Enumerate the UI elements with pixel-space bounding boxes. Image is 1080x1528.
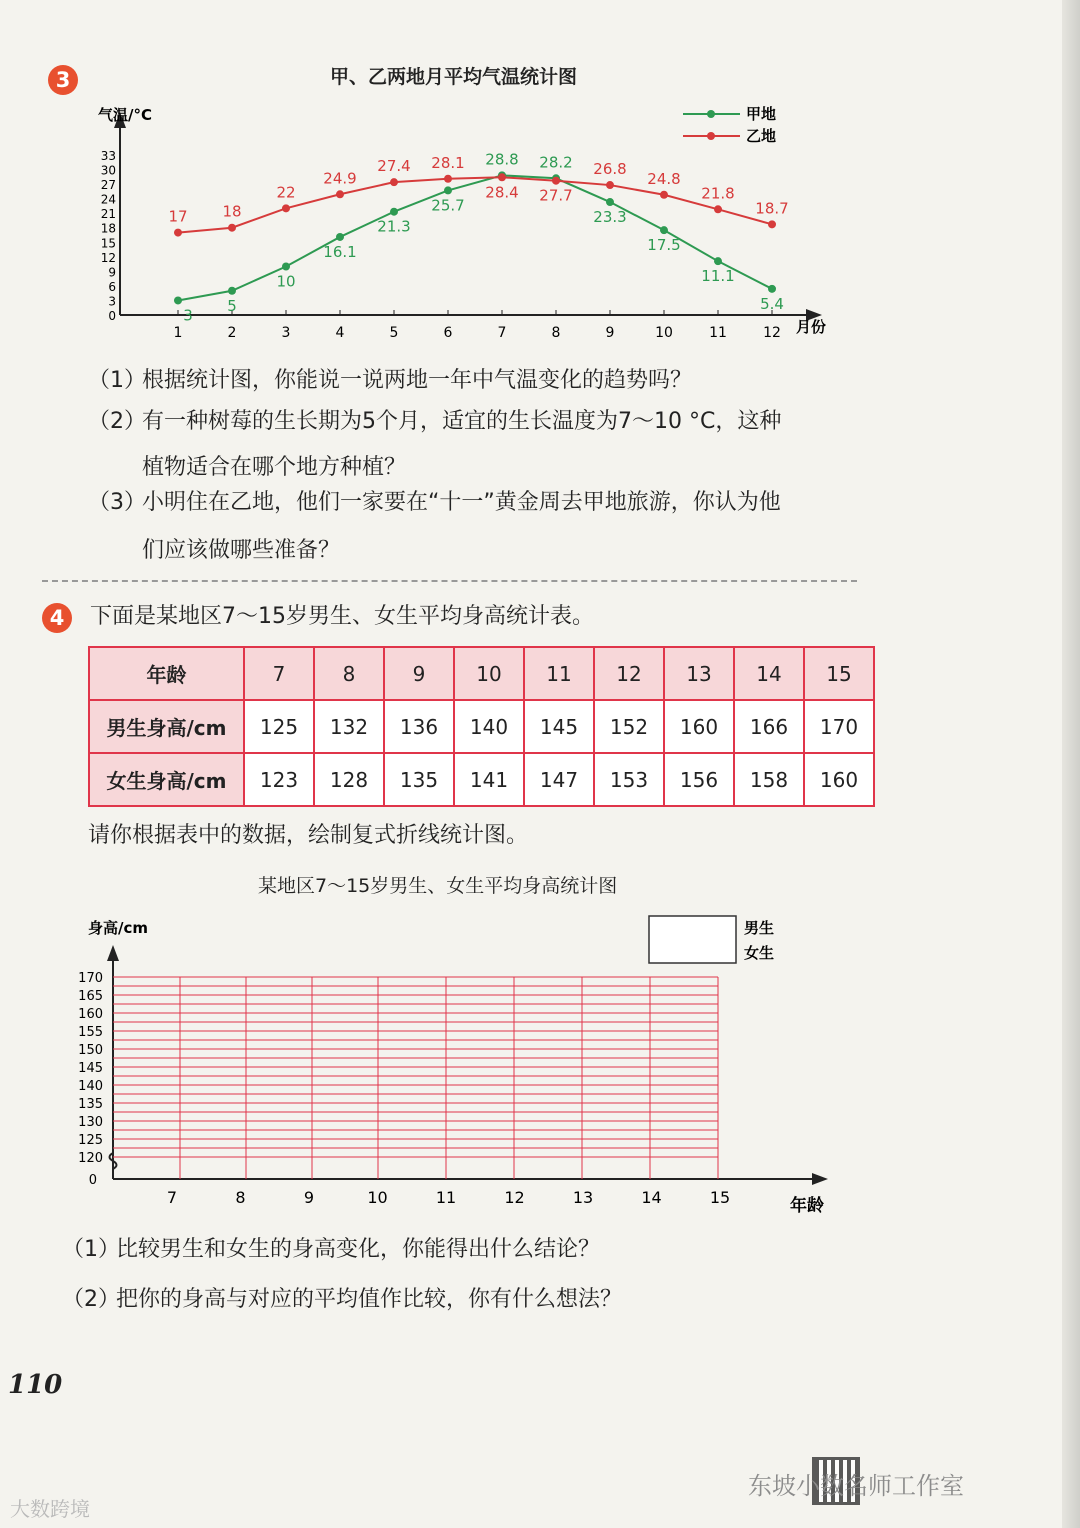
x-tick-label: 9: [303, 1188, 315, 1207]
table-cell: 153: [594, 753, 664, 806]
temperature-line-chart: [0, 90, 880, 350]
y-tick-label: 155: [78, 1025, 103, 1040]
legend-label: 甲地: [746, 105, 777, 123]
data-point: [228, 224, 236, 232]
data-label: 17: [168, 207, 188, 226]
data-point: [714, 205, 722, 213]
data-label: 11.1: [701, 267, 735, 286]
data-label: 27.7: [539, 186, 573, 205]
watermark-left: 大数跨境: [10, 1497, 90, 1521]
x-tick-label: 8: [235, 1188, 246, 1207]
table-cell: 158: [734, 753, 804, 806]
section-divider: [42, 580, 857, 582]
table-cell: 147: [524, 753, 594, 806]
problem-3-question-3-cont: 们应该做哪些准备？: [142, 538, 341, 563]
data-label: 28.8: [485, 150, 519, 169]
problem-3-question-2: [88, 407, 781, 437]
data-point: [660, 226, 668, 234]
y-tick-label: 165: [78, 989, 103, 1004]
x-tick-label: 10: [655, 325, 673, 341]
x-tick-label: 9: [605, 325, 615, 341]
y-tick-label: 145: [78, 1061, 103, 1076]
data-point: [228, 287, 236, 295]
x-tick-label: 5: [389, 325, 399, 341]
y-tick-label: 6: [108, 279, 116, 294]
data-point: [174, 229, 182, 237]
x-tick-label: 4: [335, 325, 345, 341]
problem-3-question-2-cont: 植物适合在哪个地方种植？: [142, 455, 407, 480]
y-tick-label: 3: [108, 294, 116, 309]
table-header-cell: 14: [734, 647, 804, 700]
x-tick-label: 12: [504, 1188, 525, 1207]
table-header-cell: 11: [524, 647, 594, 700]
data-point: [768, 285, 776, 293]
data-point: [336, 190, 344, 198]
y-tick-label: 125: [78, 1133, 103, 1148]
y-tick-label: 150: [78, 1043, 103, 1058]
legend-marker: [707, 110, 715, 118]
problem-4-intro: 下面是某地区7～15岁男生、女生平均身高统计表。: [90, 604, 594, 629]
y-tick-label: 9: [108, 265, 116, 280]
data-point: [336, 233, 344, 241]
y-tick-label: 27: [100, 178, 116, 193]
data-point: [606, 198, 614, 206]
x-tick-label: 8: [551, 325, 561, 341]
table-row-label: 女生身高/cm: [89, 753, 244, 806]
table-header-cell: 9: [384, 647, 454, 700]
question-text: 有一种树莓的生长期为5个月，适宜的生长温度为7～10 °C，这种: [142, 409, 782, 434]
y-tick-label: 30: [100, 163, 116, 178]
problem-3-badge: 3: [48, 65, 78, 95]
data-label: 24.9: [323, 169, 357, 188]
data-label: 28.1: [431, 153, 465, 172]
y-tick-label: 120: [78, 1151, 103, 1166]
problem-4-question-1: [62, 1235, 600, 1265]
data-label: 27.4: [377, 157, 411, 176]
table-header-cell: 7: [244, 647, 314, 700]
y-tick-label: 130: [78, 1115, 103, 1130]
table-cell: 166: [734, 700, 804, 753]
table-row-label: 男生身高/cm: [89, 700, 244, 753]
table-row-boys: [89, 700, 874, 753]
x-tick-label: 14: [641, 1188, 662, 1207]
x-tick-label: 6: [443, 325, 453, 341]
table-cell: 132: [314, 700, 384, 753]
x-tick-label: 15: [709, 1188, 731, 1207]
x-tick-label: 11: [709, 325, 727, 341]
table-cell: 123: [244, 753, 314, 806]
data-label: 23.3: [593, 208, 627, 227]
table-header-row: [89, 647, 874, 700]
series-line-jia: [178, 175, 772, 300]
data-point: [606, 181, 614, 189]
question-number: （1）: [62, 1237, 120, 1262]
table-cell: 128: [314, 753, 384, 806]
y-axis-arrow: [107, 945, 119, 961]
data-label: 24.8: [647, 169, 681, 188]
series-line-yi: [178, 177, 772, 232]
x-tick-label: 10: [367, 1188, 388, 1207]
data-label: 28.4: [485, 183, 519, 202]
data-label: 3: [183, 306, 193, 325]
data-label: 21.3: [377, 217, 411, 236]
data-label: 18.7: [755, 199, 789, 218]
question-number: （3）: [88, 490, 146, 515]
table-header-cell: 12: [594, 647, 664, 700]
table-header-cell: 15: [804, 647, 874, 700]
table-cell: 145: [524, 700, 594, 753]
problem-3-question-3: [88, 488, 781, 518]
problem-3-question-1: [88, 366, 692, 396]
data-label: 17.5: [647, 236, 681, 255]
page-number: 110: [8, 1370, 63, 1400]
table-cell: 125: [244, 700, 314, 753]
data-point: [768, 220, 776, 228]
watermark-right: 东坡小数名师工作室: [748, 1472, 964, 1500]
data-label: 21.8: [701, 184, 735, 203]
y-tick-label: 18: [100, 221, 116, 236]
question-text: 根据统计图，你能说一说两地一年中气温变化的趋势吗？: [142, 368, 693, 393]
x-tick-label: 1: [173, 325, 183, 341]
y-tick-label: 140: [78, 1079, 103, 1094]
y-tick-label: 24: [100, 192, 116, 207]
table-cell: 170: [804, 700, 874, 753]
data-label: 25.7: [431, 196, 465, 215]
legend-box: [649, 916, 736, 963]
data-label: 18: [222, 202, 242, 221]
legend-label: 女生: [744, 944, 775, 962]
data-point: [390, 208, 398, 216]
x-tick-label: 11: [435, 1188, 457, 1207]
data-label: 26.8: [593, 160, 627, 179]
table-cell: 160: [664, 700, 734, 753]
x-tick-label: 2: [227, 325, 237, 341]
height-table: [88, 646, 875, 807]
y-tick-label: 12: [100, 250, 116, 265]
data-label: 5.4: [760, 294, 784, 313]
table-header-cell: 10: [454, 647, 524, 700]
data-point: [444, 175, 452, 183]
table-header-cell: 13: [664, 647, 734, 700]
height-chart-title: 某地区7～15岁男生、女生平均身高统计图: [258, 875, 618, 897]
question-text: 小明住在乙地，他们一家要在“十一”黄金周去甲地旅游，你认为他: [142, 490, 781, 515]
data-label: 10: [276, 272, 296, 291]
data-point: [282, 204, 290, 212]
table-cell: 141: [454, 753, 524, 806]
table-cell: 152: [594, 700, 664, 753]
data-point: [714, 257, 722, 265]
question-number: （1）: [88, 368, 146, 393]
y-tick-label: 15: [100, 236, 116, 251]
legend-label: 男生: [744, 919, 775, 937]
data-point: [660, 191, 668, 199]
table-cell: 136: [384, 700, 454, 753]
legend-marker: [707, 132, 715, 140]
x-axis-arrow: [812, 1173, 828, 1185]
question-text: 比较男生和女生的身高变化，你能得出什么结论？: [116, 1237, 601, 1262]
y-tick-label: 0: [108, 309, 116, 323]
page-edge: [1062, 0, 1080, 1528]
y-tick-label: 170: [78, 971, 103, 986]
table-cell: 156: [664, 753, 734, 806]
table-cell: 135: [384, 753, 454, 806]
data-point: [552, 177, 560, 185]
question-number: （2）: [62, 1287, 120, 1312]
table-header-cell: 年龄: [89, 647, 244, 700]
data-label: 16.1: [323, 242, 357, 261]
problem-4-instruction: 请你根据表中的数据，绘制复式折线统计图。: [88, 823, 529, 848]
data-point: [498, 173, 506, 181]
y-tick-label: 33: [100, 149, 116, 163]
table-cell: 140: [454, 700, 524, 753]
y-axis-label: 身高/cm: [88, 919, 149, 937]
y-tick-label: 0: [88, 1173, 97, 1188]
table-header-cell: 8: [314, 647, 384, 700]
x-tick-label: 13: [572, 1188, 594, 1207]
x-tick-label: 7: [166, 1188, 178, 1207]
data-label: 28.2: [539, 153, 573, 172]
x-tick-label: 12: [763, 325, 781, 341]
table-row-girls: [89, 753, 874, 806]
table-cell: 160: [804, 753, 874, 806]
y-axis-label: 气温/°C: [98, 106, 152, 124]
y-tick-label: 160: [78, 1007, 103, 1022]
blank-height-grid-chart: [0, 905, 880, 1225]
temperature-chart-title: 甲、乙两地月平均气温统计图: [330, 66, 578, 88]
data-label: 22: [276, 183, 296, 202]
data-point: [174, 296, 182, 304]
x-tick-label: 7: [497, 325, 507, 341]
question-text: 把你的身高与对应的平均值作比较，你有什么想法？: [116, 1287, 623, 1312]
data-point: [444, 186, 452, 194]
x-tick-label: 3: [281, 325, 291, 341]
legend-label: 乙地: [746, 127, 777, 145]
data-point: [282, 263, 290, 271]
data-point: [390, 178, 398, 186]
problem-4-question-2: [62, 1285, 622, 1315]
x-axis-label: 年龄: [790, 1196, 824, 1216]
x-axis-label: 月份: [796, 318, 827, 336]
question-number: （2）: [88, 409, 146, 434]
data-label: 5: [227, 296, 237, 315]
problem-4-badge: 4: [42, 603, 72, 633]
y-tick-label: 21: [100, 207, 116, 222]
y-tick-label: 135: [78, 1097, 103, 1112]
